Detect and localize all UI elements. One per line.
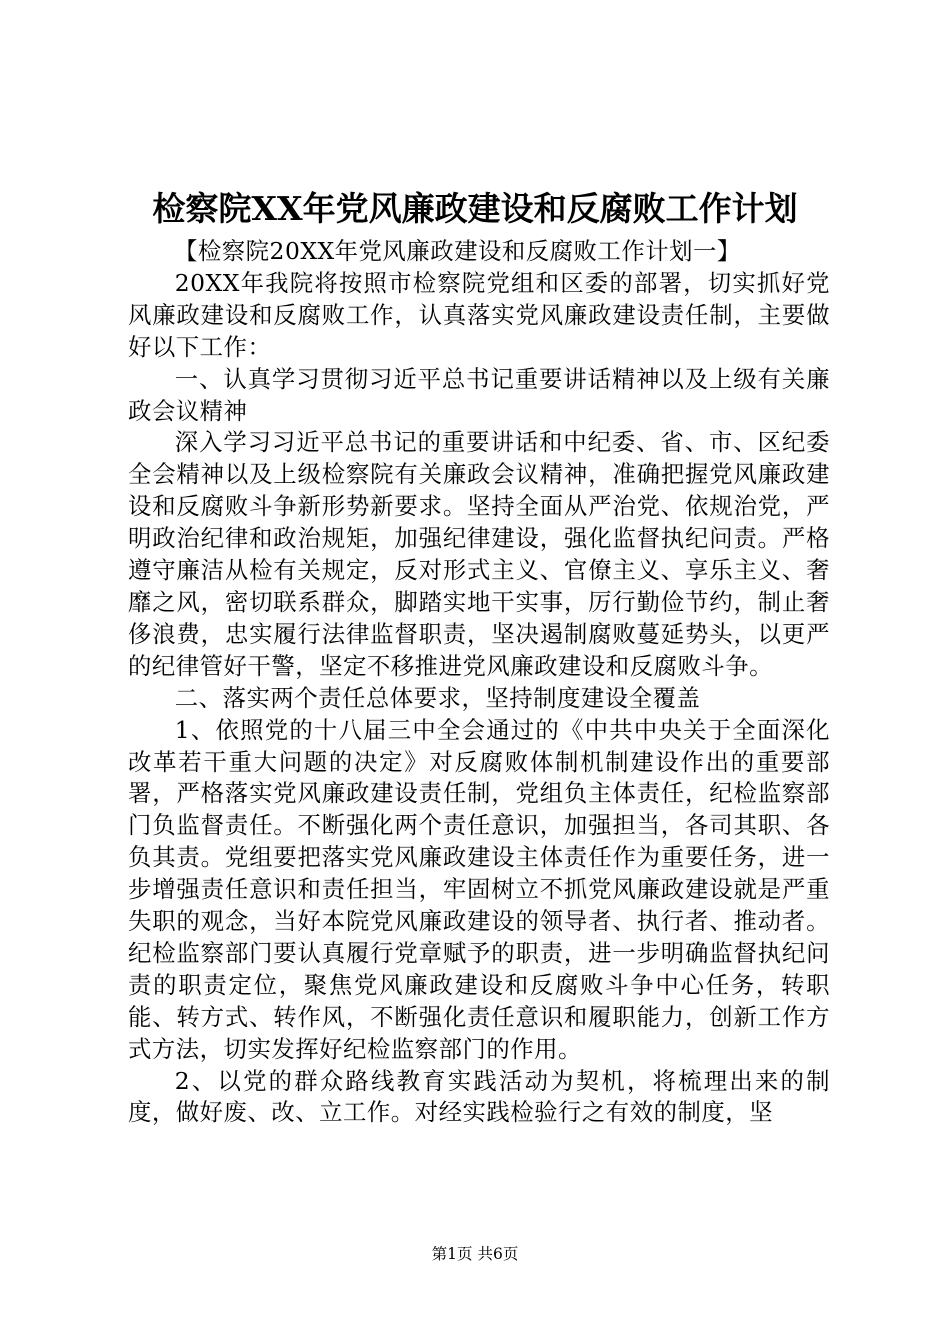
- paragraph-item-1: 1、依照党的十八届三中全会通过的《中共中央关于全面深化改革若干重大问题的决定》对反腐败体制机制建设作出的重要部署，严格落实党风廉政建设责任制，党组负主体责任，纪检监察部门负监督责任。不断强化两个责任意识，加强担当，各司其职、各负其责。党组要把落实党风廉政建设主体责任作为重要任务，进一步增强责任意识和责任担当，牢固树立不抓党风廉政建设就是严重失职的观念，当好本院党风廉政建设的领导者、执行者、推动者。纪检监察部门要认真履行党章赋予的职责，进一步明确监督执纪问责的职责定位，聚焦党风廉政建设和反腐败斗争中心任务，转职能、转方式、转作风，不断强化责任意识和履职能力，创新工作方式方法，切实发挥好纪检监察部门的作用。: [128, 715, 830, 1063]
- paragraph-section-1: 深入学习习近平总书记的重要讲话和中纪委、省、市、区纪委全会精神以及上级检察院有关廉政会议精神，准确把握党风廉政建设和反腐败斗争新形势新要求。坚持全面从严治党、依规治党，严明政治纪律和政治规矩，加强纪律建设，强化监督执纪问责。严格遵守廉洁从检有关规定，反对形式主义、官僚主义、享乐主义、奢靡之风，密切联系群众，脚踏实地干实事，厉行勤俭节约，制止奢侈浪费，忠实履行法律监督职责，坚决遏制腐败蔓延势头，以更严的纪律管好干警，坚定不移推进党风廉政建设和反腐败斗争。: [128, 428, 830, 680]
- paragraph-intro: 20XX年我院将按照市检察院党组和区委的部署，切实抓好党风廉政建设和反腐败工作，认真落实党风廉政建设责任制，主要做好以下工作：: [128, 268, 830, 361]
- section-heading-1: 一、认真学习贯彻习近平总书记重要讲话精神以及上级有关廉政会议精神: [128, 364, 830, 425]
- document-subtitle: 【检察院20XX年党风廉政建设和反腐败工作计划一】: [174, 237, 741, 265]
- page-number-footer: 第1页 共6页: [431, 1245, 519, 1263]
- document-title: 检察院XX年党风廉政建设和反腐败工作计划: [152, 189, 798, 228]
- section-heading-2: 二、落实两个责任总体要求，坚持制度建设全覆盖: [174, 683, 701, 712]
- document-body: [128, 236, 830, 1129]
- paragraph-item-2: 2、以党的群众路线教育实践活动为契机，将梳理出来的制度，做好废、改、立工作。对经实践检验行之有效的制度，坚: [128, 1066, 830, 1127]
